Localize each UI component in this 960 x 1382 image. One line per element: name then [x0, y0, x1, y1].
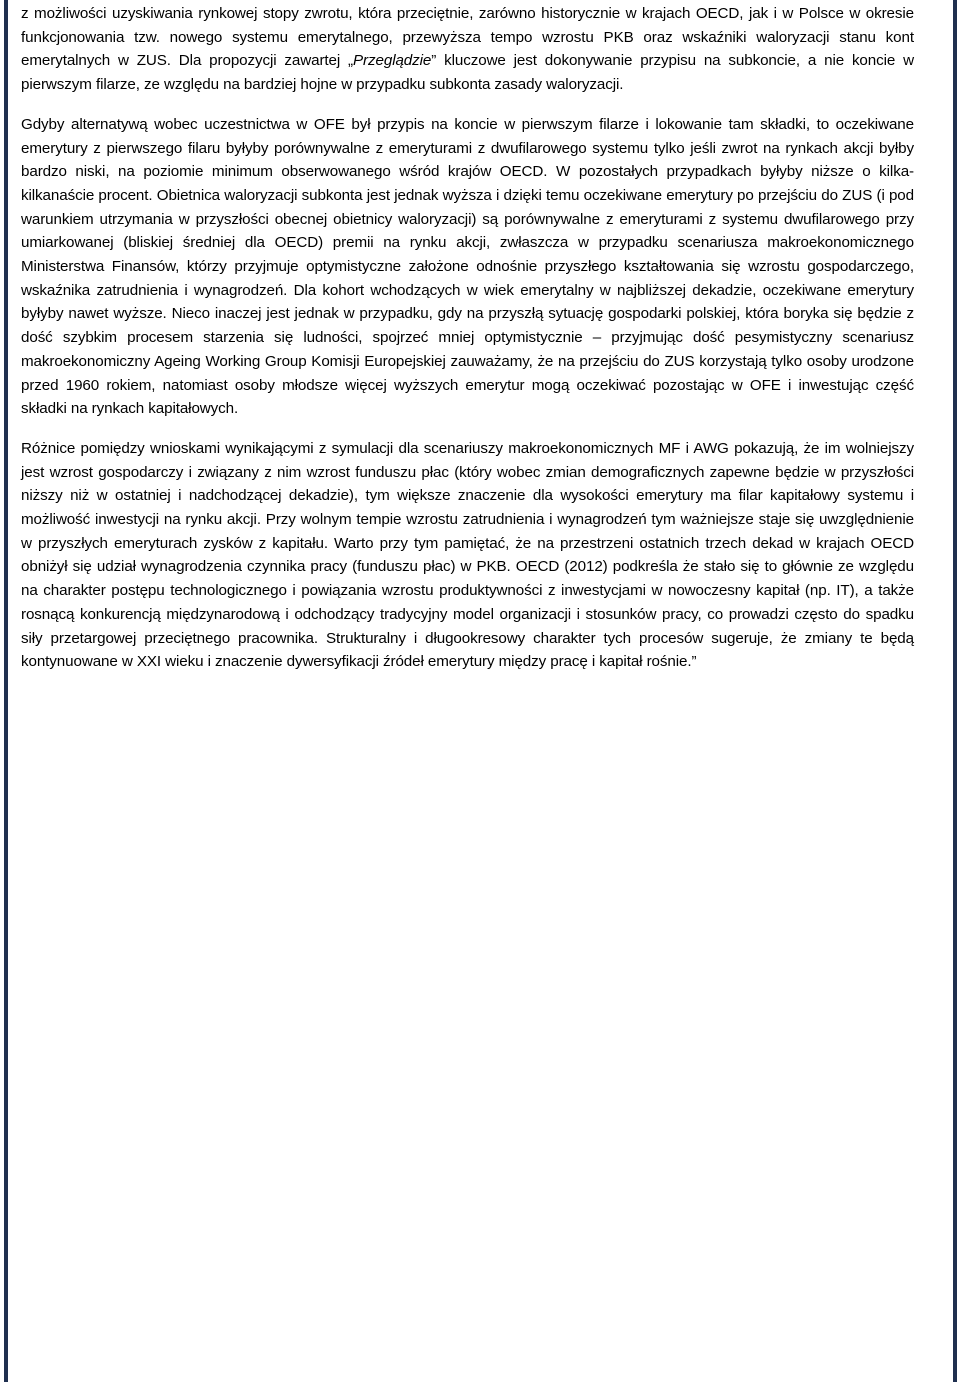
page-border-right [953, 0, 957, 1382]
page-border-left [4, 0, 8, 1382]
document-body [21, 2, 914, 690]
paragraph-1 [21, 2, 914, 97]
paragraph-1-italic-title: Przeglądzie [353, 52, 432, 70]
paragraph-2: Gdyby alternatywą wobec uczestnictwa w OFE był przypis na koncie w pierwszym filarze i lokowanie tam składki, to oczekiwane emerytury z pierwszego filaru byłyby porównywalne z emeryturami z dwufilarowego systemu tylko jeśli zwrot na rynkach akcji byłby bardzo niski, na poziomie minimum obserwowanego wśród krajów OECD. W pozostałych przypadkach byłyby niższe o kilka-kilkanaście procent. Obietnica waloryzacji subkonta jest jednak wyższa i dzięki temu oczekiwane emerytury po przejściu do ZUS (i pod warunkiem utrzymania w przyszłości obecnej obietnicy waloryzacji) są porównywalne z emeryturami z systemu dwufilarowego przy umiarkowanej (bliskiej średniej dla OECD) premii na rynku akcji, zwłaszcza w przypadku scenariusza makroekonomicznego Ministerstwa Finansów, którzy przyjmuje optymistyczne założone odnośnie przyszłego kształtowania się wzrostu gospodarczego, wskaźnika zatrudnienia i wynagrodzeń. Dla kohort wchodzących w wiek emerytalny w najbliższej dekadzie, oczekiwane emerytury byłyby nawet wyższe. Nieco inaczej jest jednak w przypadku, gdy na przyszłą sytuację gospodarki polskiej, która boryka się będzie z dość szybkim procesem starzenia się ludności, spojrzeć mniej optymistycznie – przyjmując dość pesymistyczny scenariusz makroekonomiczny Ageing Working Group Komisji Europejskiej zauważamy, że na przejściu do ZUS korzystają tylko osoby urodzone przed 1960 rokiem, natomiast osoby młodsze więcej wyższych emerytur mogą oczekiwać pozostając w OFE i inwestując część składki na rynkach kapitałowych. [21, 115, 914, 418]
paragraph-1-text-before: z możliwości uzyskiwania rynkowej stopy zwrotu, która przeciętnie, zarówno historycznie w krajach OECD, jak i w Polsce w okresie funkcjonowania tzw. nowego systemu emerytalnego, przewyższa tempo wzrostu PKB oraz wskaźniki waloryzacji stanu kont emerytalnych w ZUS. Dla propozycji zawartej „ [21, 5, 914, 70]
paragraph-1-text-after: ” kluczowe jest dokonywanie przypisu na subkoncie, a nie koncie w pierwszym filarze, ze względu na bardziej hojne w przypadku subkonta zasady waloryzacji. [21, 52, 914, 94]
paragraph-3: Różnice pomiędzy wnioskami wynikającymi z symulacji dla scenariuszy makroekonomicznych MF i AWG pokazują, że im wolniejszy jest wzrost gospodarczy i związany z nim wzrost funduszu płac (który wobec zmian demograficznych zapewne będzie w przyszłości niższy niż w ostatniej i nadchodzącej dekadzie), tym większe znaczenie dla wysokości emerytury ma filar kapitałowy systemu i możliwość inwestycji na rynku akcji. Przy wolnym tempie wzrostu zatrudnienia i wynagrodzeń tym ważniejsze staje się uwzględnienie w przyszłych emeryturach zysków z kapitału. Warto przy tym pamiętać, że na przestrzeni ostatnich trzech dekad w krajach OECD obniżył się udział wynagrodzenia czynnika pracy (funduszu płac) w PKB. OECD (2012) podkreśla że stało się to głównie ze względu na charakter postępu technologicznego i powiązania wzrostu produktywności z inwestycjami w nowoczesny kapitał (np. IT), a także rosnącą konkurencją międzynarodową i odchodzący tradycyjny model organizacji i stosunków pracy, co prowadzi często do spadku siły przetargowej przeciętnego pracownika. Strukturalny i długookresowy charakter tych procesów sugeruje, że zmiany te będą kontynuowane w XXI wieku i znaczenie dywersyfikacji źródeł emerytury między pracę i kapitał rośnie.” [21, 439, 914, 671]
